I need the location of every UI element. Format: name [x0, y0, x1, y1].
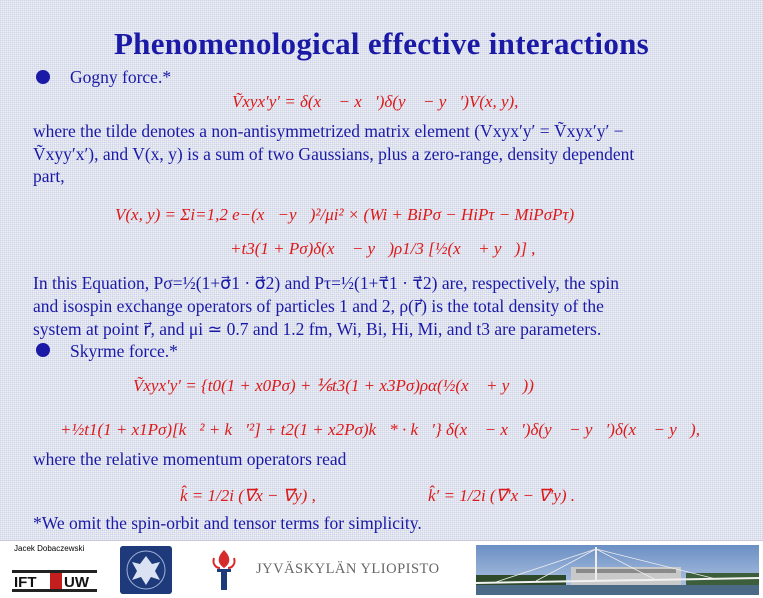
skyrme-equation-1: Ṽxyx′y′ = {t0(1 + x0Pσ) + ⅙t3(1 + x3Pσ)ρα(½(x⃗ + y⃗)): [133, 376, 534, 395]
skyrme-text-1: where the relative momentum operators read: [33, 449, 347, 469]
skyrme-equation-3b: k̂′ = 1/2i (∇⃗′x − ∇⃗′y) .: [428, 486, 575, 505]
university-crest-icon: [120, 546, 172, 594]
gogny-text-2-line-2: and isospin exchange operators of particles 1 and 2, ρ(r⃗) is the total density of the: [33, 296, 604, 316]
skyrme-equation-2: +½t1(1 + x1Pσ)[k⃗² + k⃗′²] + t2(1 + x2Pσ)k⃗* · k⃗′} δ(x⃗ − x⃗′)δ(y⃗ − y⃗′)δ(x⃗ − y⃗),: [60, 420, 700, 439]
university-name: JYVÄSKYLÄN YLIOPISTO: [256, 561, 440, 577]
skyrme-equation-3a: k̂ = 1/2i (∇⃗x − ∇⃗y) ,: [180, 486, 316, 505]
torch-logo-icon: [206, 548, 242, 592]
gogny-heading: Gogny force.*: [70, 67, 172, 87]
slide-title: Phenomenological effective interactions: [113, 26, 650, 61]
campus-bridge-photo: [476, 545, 759, 595]
bullet-skyrme: [36, 343, 50, 357]
skyrme-heading: Skyrme force.*: [70, 341, 178, 361]
gogny-equation-2: V(x, y) = Σi=1,2 e−(x⃗−y⃗)²/μi² × (Wi + BiPσ − HiPτ − MiPσPτ): [115, 205, 575, 224]
ift-logo-text: IFT: [14, 574, 37, 591]
ift-uw-logo: [12, 570, 97, 592]
gogny-text-1-line-1: where the tilde denotes a non-antisymmetrized matrix element (Vxyx′y′ = Ṽxyx′y′ −: [33, 121, 624, 141]
uw-logo-text: UW: [64, 574, 89, 591]
gogny-equation-3: +t3(1 + Pσ)δ(x⃗ − y⃗)ρ1/3 [½(x⃗ + y⃗)] ,: [230, 239, 536, 258]
footnote: *We omit the spin-orbit and tensor terms for simplicity.: [33, 513, 422, 533]
gogny-equation-1: Ṽxyx′y′ = δ(x⃗ − x⃗′)δ(y⃗ − y⃗′)V(x, y),: [232, 92, 519, 111]
author-name: Jacek Dobaczewski: [14, 544, 85, 553]
gogny-text-1-line-2: Ṽxyy′x′), and V(x, y) is a sum of two Gaussians, plus a zero-range, density dependent: [33, 144, 635, 164]
gogny-text-2-line-3: system at point r⃗, and μi ≃ 0.7 and 1.2 fm, Wi, Bi, Hi, Mi, and t3 are parameters.: [33, 319, 602, 339]
gogny-text-1-line-3: part,: [33, 166, 65, 186]
bullet-gogny: [36, 70, 50, 84]
gogny-text-2-line-1: In this Equation, Pσ=½(1+σ⃗1 · σ⃗2) and Pτ=½(1+τ⃗1 · τ⃗2) are, respectively, the spin: [33, 273, 620, 293]
